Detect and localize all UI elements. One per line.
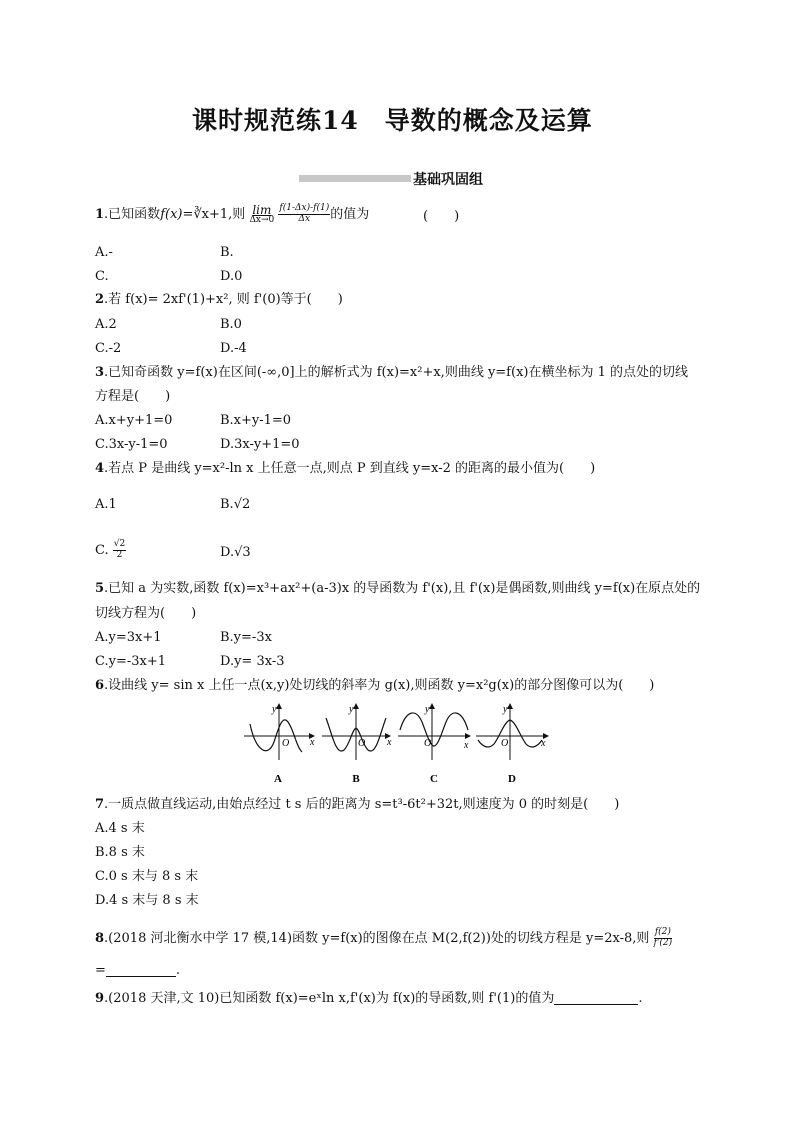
difference-quotient: $\frac{f(1-\Delta x)-f(1)}{\Delta x}$ (279, 203, 330, 224)
option-a: A.1 (95, 497, 117, 512)
axis-y-label: y (503, 704, 508, 715)
option-a: A.- (95, 245, 113, 260)
answer-blank[interactable] (554, 992, 638, 1005)
question-1-stem: 1.已知函数f(x)=∛x+1,则 lim Δx→0 $\frac{f(1-\Delta x)-f(1)}{\Delta x}$ 的值为 (95, 203, 370, 225)
graph-d (476, 704, 548, 760)
answer-blank[interactable] (106, 964, 176, 977)
section-bar (299, 175, 411, 182)
option-d: D.3x-y+1=0 (220, 437, 300, 452)
question-9-stem: 9.(2018 天津,文 10)已知函数 f(x)=eˣln x,f'(x)为 f(x)的导函数,则 f'(1)的值为 . (95, 991, 643, 1006)
axis-x-label: x (387, 737, 392, 748)
option-b: B.√2 (220, 497, 251, 512)
option-a: A.4 s 末 (95, 821, 145, 836)
question-number: 1 (95, 207, 105, 222)
option-c: C. (95, 269, 109, 284)
option-b: B.y=-3x (220, 630, 272, 645)
fraction: $\frac{f(2)}{f'(2)}$ (653, 927, 673, 948)
question-5-stem: 5.已知 a 为实数,函数 f(x)=x³+ax²+(a-3)x 的导函数为 f'(x),且 f'(x)是偶函数,则曲线 y=f(x)在原点处的 (95, 581, 701, 596)
origin-label: O (358, 738, 366, 749)
graph-label-b: B (352, 773, 360, 785)
answer-paren: ( ) (423, 209, 460, 224)
question-7-stem: 7.一质点做直线运动,由始点经过 t s 后的距离为 s=t³-6t²+32t,则速度为 0 的时刻是( ) (95, 797, 620, 812)
limit-expression: lim Δx→0 (249, 203, 275, 225)
question-3-stem-line2: 方程是( ) (95, 389, 171, 404)
axis-y-label: y (349, 704, 354, 715)
question-3-stem: 3.已知奇函数 y=f(x)在区间(-∞,0]上的解析式为 f(x)=x²+x,则曲线 y=f(x)在横坐标为 1 的点处的切线 (95, 365, 689, 380)
question-5-stem-line2: 切线方程为( ) (95, 606, 197, 621)
axis-y-label: y (272, 704, 277, 715)
option-a: A.2 (95, 317, 117, 332)
graph-b (322, 704, 392, 760)
axis-x-label: x (541, 738, 546, 749)
graph-label-a: A (274, 773, 282, 785)
origin-label: O (424, 738, 432, 749)
question-8-answer-line: = . (95, 963, 181, 978)
origin-label: O (501, 738, 509, 749)
origin-label: O (282, 738, 290, 749)
question-8-stem: 8.(2018 河北衡水中学 17 模,14)函数 y=f(x)的图像在点 M(2,f(2))处的切线方程是 y=2x-8,则 $\frac{f(2)}{f'(2)}$ (95, 927, 673, 948)
graph-c (398, 704, 470, 760)
question-2-stem: 2.若 f(x)= 2xf'(1)+x², 则 f'(0)等于( ) (95, 292, 343, 307)
option-c: C. $\frac{√2}{2}$ (95, 539, 126, 560)
option-d: D.-4 (220, 341, 247, 356)
option-b: B. (220, 245, 234, 260)
option-d: D.0 (220, 269, 243, 284)
graph-a (244, 704, 315, 760)
option-d: D.√3 (220, 545, 251, 560)
axis-x-label: x (310, 737, 315, 748)
question-6-stem: 6.设曲线 y= sin x 上任一点(x,y)处切线的斜率为 g(x),则函数 y=x²g(x)的部分图像可以为( ) (95, 678, 655, 693)
option-c: C.-2 (95, 341, 122, 356)
option-a: A.x+y+1=0 (95, 413, 173, 428)
section-title: 基础巩固组 (413, 172, 483, 188)
axis-x-label: x (464, 740, 469, 751)
option-b: B.8 s 末 (95, 845, 145, 860)
option-a: A.y=3x+1 (95, 630, 162, 645)
graph-label-c: C (430, 773, 438, 785)
question-4-stem: 4.若点 P 是曲线 y=x²-ln x 上任意一点,则点 P 到直线 y=x-2 的距离的最小值为( ) (95, 461, 596, 476)
graph-label-d: D (508, 773, 516, 785)
option-c: C.0 s 末与 8 s 末 (95, 869, 199, 884)
page-title: 课时规范练14 导数的概念及运算 (192, 106, 593, 135)
option-b: B.x+y-1=0 (220, 413, 292, 428)
option-c: C.y=-3x+1 (95, 654, 167, 669)
option-d: D.y= 3x-3 (220, 654, 285, 669)
question-6-graphs (238, 700, 558, 790)
option-d: D.4 s 末与 8 s 末 (95, 893, 199, 908)
option-b: B.0 (220, 317, 242, 332)
option-c: C.3x-y-1=0 (95, 437, 168, 452)
axis-y-label: y (425, 704, 430, 715)
